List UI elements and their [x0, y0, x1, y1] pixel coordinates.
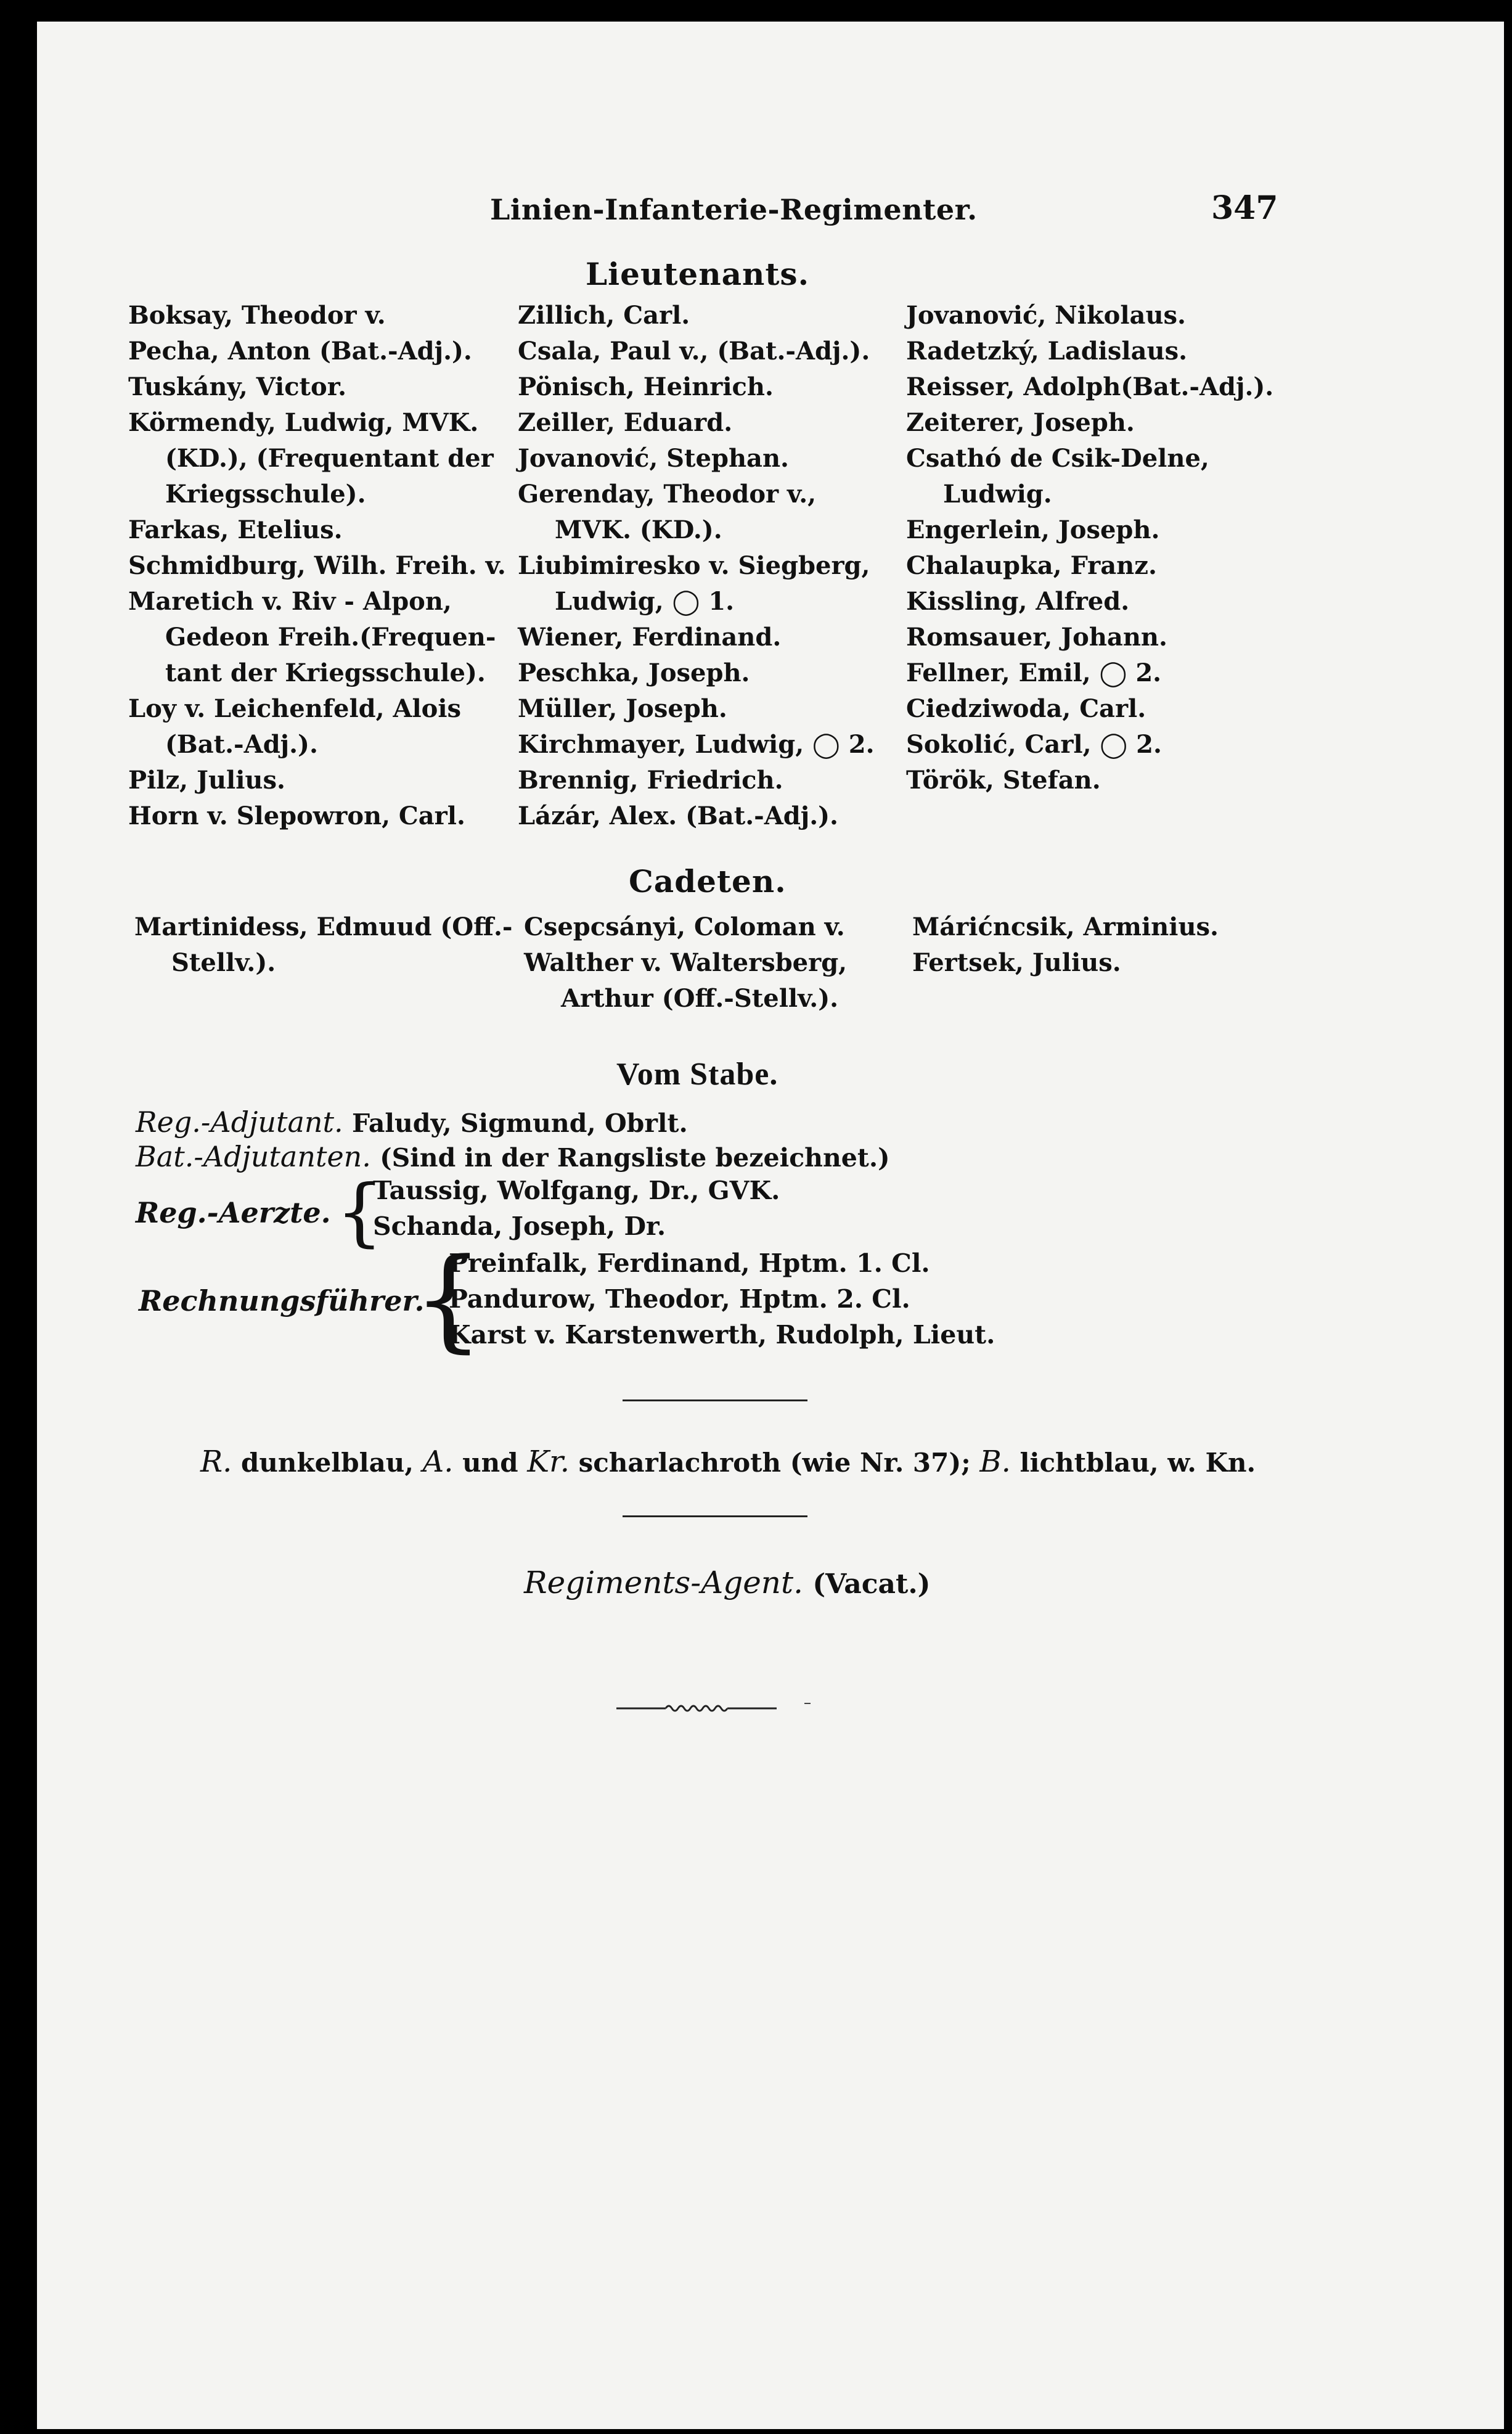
lieutenants-column-1 — [128, 298, 506, 834]
reg-aerzte-1: Taussig, Wolfgang, Dr., GVK. — [373, 1176, 780, 1205]
list-item: Pönisch, Heinrich. — [518, 372, 774, 401]
reg-adjutant-row — [136, 1105, 688, 1139]
list-item: Török, Stefan. — [906, 766, 1101, 795]
list-item: Kriegsschule). — [165, 480, 366, 509]
list-item: Pecha, Anton (Bat.-Adj.). — [128, 337, 472, 366]
list-item: Lázár, Alex. (Bat.-Adj.). — [518, 801, 838, 830]
list-item: Fellner, Emil, ◯ 2. — [906, 658, 1162, 687]
list-item: Zillich, Carl. — [518, 301, 690, 330]
kr-color: scharlachroth (wie Nr. 37); — [578, 1448, 971, 1478]
list-item: Jovanović, Stephan. — [518, 444, 789, 473]
regiments-agent-value: (Vacat.) — [812, 1568, 931, 1600]
list-item: Brennig, Friedrich. — [518, 766, 783, 795]
list-item: Boksay, Theodor v. — [128, 301, 386, 330]
list-item: Peschka, Joseph. — [518, 658, 750, 687]
list-item: Pilz, Julius. — [128, 766, 285, 795]
list-item: Zeiterer, Joseph. — [906, 408, 1135, 437]
brace-icon: { — [413, 1235, 484, 1364]
list-item: Loy v. Leichenfeld, Alois — [128, 694, 462, 723]
section-heading-stabe: Vom Stabe. — [616, 1057, 778, 1092]
list-item: Sokolić, Carl, ◯ 2. — [906, 730, 1162, 759]
section-heading-cadeten: Cadeten. — [629, 863, 787, 899]
list-item: Farkas, Etelius. — [128, 515, 343, 544]
reg-aerzte-label: Reg.-Aerzte. — [136, 1196, 331, 1229]
list-item: Gerenday, Theodor v., — [518, 480, 817, 509]
list-item: Ludwig. — [943, 480, 1052, 509]
list-item: Gedeon Freih.(Frequen- — [165, 623, 496, 652]
list-item: Körmendy, Ludwig, MVK. — [128, 408, 479, 437]
r-color: dunkelblau, — [241, 1448, 414, 1478]
section-heading-lieutenants: Lieutenants. — [586, 256, 809, 292]
list-item: MVK. (KD.). — [555, 515, 722, 544]
scan-border — [0, 0, 37, 2434]
list-item: Márićncsik, Arminius. — [912, 912, 1219, 941]
abbr-kr: Kr. — [527, 1444, 570, 1479]
abbr-b: B. — [979, 1444, 1011, 1479]
lieutenants-column-2 — [518, 298, 875, 834]
list-item: Fertsek, Julius. — [912, 948, 1121, 977]
list-item: Csepcsányi, Coloman v. — [524, 912, 845, 941]
list-item: Tuskány, Victor. — [128, 372, 347, 401]
list-item: Walther v. Waltersberg, — [524, 948, 848, 977]
list-item: Jovanović, Nikolaus. — [906, 301, 1186, 330]
rechnungsfuehrer-3: Karst v. Karstenwerth, Rudolph, Lieut. — [449, 1320, 995, 1350]
und-text: und — [462, 1448, 518, 1478]
list-item: Maretich v. Riv - Alpon, — [128, 587, 452, 616]
list-item: (Bat.-Adj.). — [165, 730, 318, 759]
list-item: Engerlein, Joseph. — [906, 515, 1160, 544]
end-flourish-icon — [616, 1698, 820, 1717]
cadeten-column-3 — [912, 909, 1219, 981]
list-item: Liubimiresko v. Siegberg, — [518, 551, 870, 580]
list-item: Ludwig, ◯ 1. — [555, 587, 735, 616]
b-color: lichtblau, w. Kn. — [1020, 1448, 1256, 1478]
regiments-agent-row — [524, 1565, 931, 1600]
list-item: Ciedziwoda, Carl. — [906, 694, 1146, 723]
divider — [623, 1399, 807, 1401]
reg-aerzte-2: Schanda, Joseph, Dr. — [373, 1211, 666, 1241]
list-item: Horn v. Slepowron, Carl. — [128, 801, 465, 830]
cadeten-column-1 — [134, 909, 513, 981]
list-item: tant der Kriegsschule). — [165, 658, 486, 687]
abbr-r: R. — [200, 1444, 232, 1479]
regiments-agent-label: Regiments-Agent. — [524, 1565, 803, 1600]
bat-adjutanten-value: (Sind in der Rangsliste bezeichnet.) — [380, 1143, 890, 1173]
rechnungsfuehrer-label: Rechnungsführer. — [139, 1284, 425, 1317]
list-item: Csathó de Csik-Delne, — [906, 444, 1209, 473]
list-item: Kirchmayer, Ludwig, ◯ 2. — [518, 730, 875, 759]
list-item: Reisser, Adolph(Bat.-Adj.). — [906, 372, 1274, 401]
list-item: Kissling, Alfred. — [906, 587, 1130, 616]
list-item: Arthur (Off.-Stellv.). — [561, 984, 839, 1013]
running-header: Linien-Infanterie-Regimenter. — [490, 193, 978, 226]
list-item: Müller, Joseph. — [518, 694, 727, 723]
list-item: Stellv.). — [171, 948, 276, 977]
rechnungsfuehrer-1: Preinfalk, Ferdinand, Hptm. 1. Cl. — [449, 1248, 930, 1278]
page-number: 347 — [1211, 189, 1278, 227]
list-item: Csala, Paul v., (Bat.-Adj.). — [518, 337, 870, 366]
list-item: Martinidess, Edmuud (Off.- — [134, 912, 513, 941]
list-item: Chalaupka, Franz. — [906, 551, 1157, 580]
lieutenants-column-3 — [906, 298, 1273, 798]
brace-icon: { — [336, 1170, 383, 1255]
reg-adjutant-label: Reg.-Adjutant. — [136, 1105, 343, 1139]
page — [37, 22, 1504, 2429]
divider — [623, 1515, 807, 1517]
cadeten-column-2 — [524, 909, 847, 1017]
list-item: Romsauer, Johann. — [906, 623, 1167, 652]
list-item: Schmidburg, Wilh. Freih. v. — [128, 551, 506, 580]
list-item: (KD.), (Frequentant der — [165, 444, 494, 473]
list-item: Zeiller, Eduard. — [518, 408, 733, 437]
list-item: Wiener, Ferdinand. — [518, 623, 782, 652]
rechnungsfuehrer-2: Pandurow, Theodor, Hptm. 2. Cl. — [449, 1284, 910, 1314]
uniform-colors-line — [200, 1444, 1256, 1479]
list-item: Radetzký, Ladislaus. — [906, 337, 1188, 366]
bat-adjutanten-label: Bat.-Adjutanten. — [136, 1140, 371, 1173]
reg-adjutant-value: Faludy, Sigmund, Obrlt. — [351, 1108, 688, 1138]
abbr-a: A. — [422, 1444, 454, 1479]
bat-adjutanten-row — [136, 1140, 890, 1173]
